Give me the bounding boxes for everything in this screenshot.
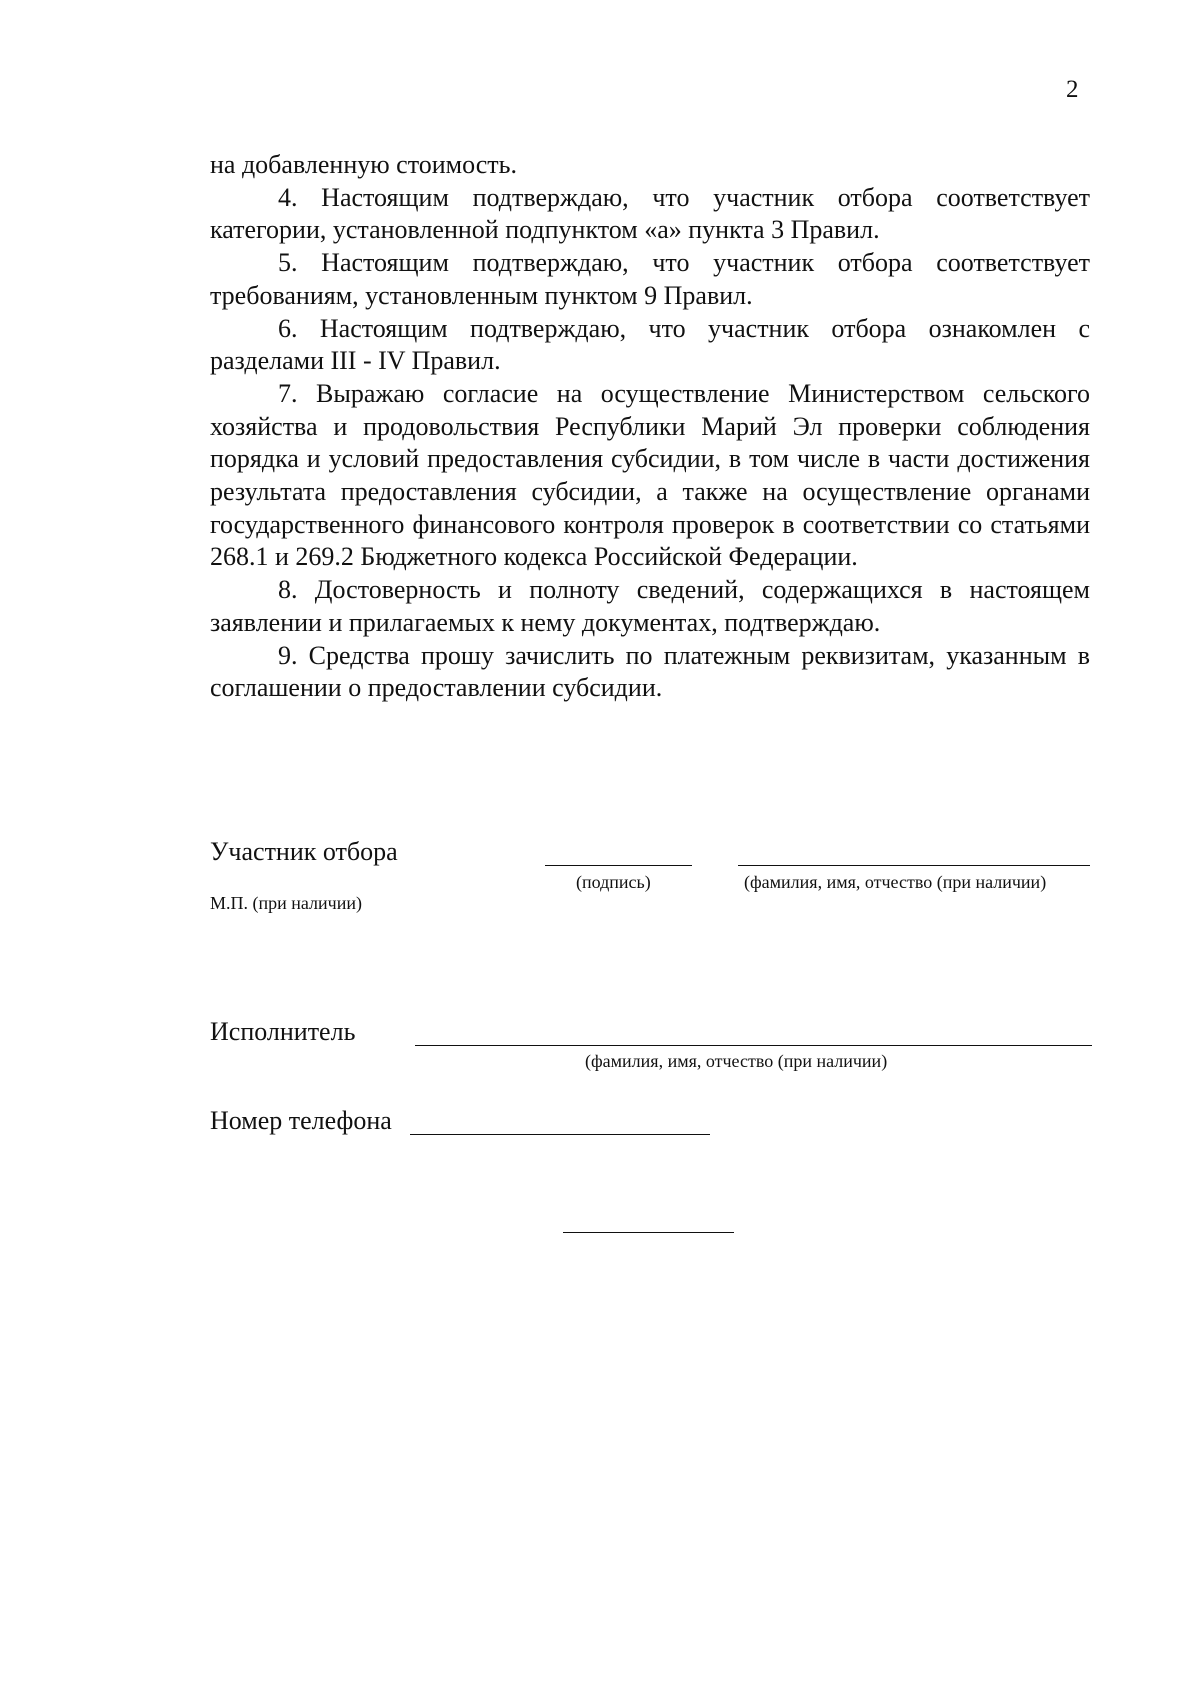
paragraph-6: 6. Настоящим подтверждаю, что участник отбора ознакомлен с разделами III - IV Правил. [210, 313, 1090, 376]
signature-caption: (подпись) [576, 872, 651, 892]
paragraph-8: 8. Достоверность и полноту сведений, содержащихся в настоящем заявлении и прилагаемых к нему документах, подтверждаю. [210, 575, 1090, 637]
paragraph-continuation: на добавленную стоимость. [210, 150, 517, 179]
page-number: 2 [1066, 76, 1079, 103]
executor-label: Исполнитель [210, 1017, 356, 1046]
executor-name-caption: (фамилия, имя, отчество (при наличии) [585, 1051, 888, 1071]
phone-label: Номер телефона [210, 1106, 392, 1135]
paragraph-5: 5. Настоящим подтверждаю, что участник отбора соответствует требованиям, установленным пунктом 9 Правил. [210, 248, 1090, 310]
participant-name-caption: (фамилия, имя, отчество (при наличии) [744, 872, 1047, 892]
end-divider [563, 1232, 734, 1233]
paragraph-9: 9. Средства прошу зачислить по платежным реквизитам, указанным в соглашении о предоставлении субсидии. [210, 640, 1090, 703]
signature-line [545, 865, 692, 866]
participant-label: Участник отбора [210, 837, 398, 866]
document-body [210, 149, 1090, 705]
seal-label: М.П. (при наличии) [210, 893, 362, 913]
paragraph-4: 4. Настоящим подтверждаю, что участник отбора соответствует категории, установленной подпунктом «а» пункта 3 Правил. [210, 182, 1090, 245]
participant-name-line [738, 865, 1090, 866]
executor-name-line [415, 1045, 1092, 1046]
phone-line [410, 1134, 710, 1135]
paragraph-7: 7. Выражаю согласие на осуществление Министерством сельского хозяйства и продовольствия Республики Марий Эл проверки соблюдения порядка и условий предоставления субсидии, в том числе в части достижения результата предоставления субсидии, а также на осуществление органами государственного финансового контроля проверок в соответствии со статьями 268.1 и 269.2 Бюджетного кодекса Российской Федерации. [210, 378, 1090, 572]
